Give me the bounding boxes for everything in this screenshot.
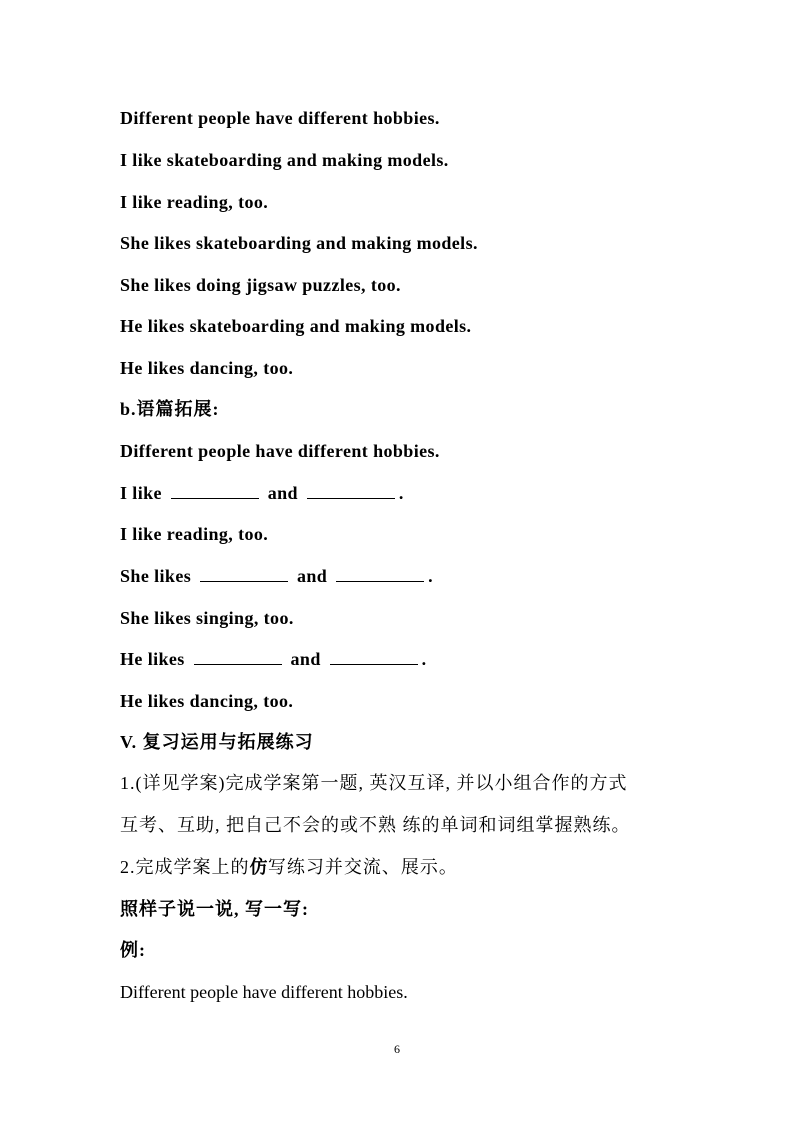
line-end: . (428, 566, 433, 586)
answer-blank[interactable] (336, 565, 424, 582)
item-2-emphasis: 仿 (249, 857, 268, 877)
answer-blank[interactable] (200, 565, 288, 582)
answer-blank[interactable] (307, 482, 395, 499)
text-line: She likes doing jigsaw puzzles, too. (120, 275, 401, 295)
page-number: 6 (394, 1042, 400, 1056)
item-2-prefix: 2.完成学案上的 (120, 857, 250, 877)
line-end: . (421, 649, 427, 669)
instruction-text: 照样子说一说, 写一写: (120, 899, 309, 919)
fill-blank-line (120, 564, 433, 588)
example-text: Different people have different hobbies. (120, 982, 408, 1002)
text-line: She likes singing, too. (120, 608, 294, 628)
line-connector: and (296, 566, 328, 586)
section-v-heading: V. 复习运用与拓展练习 (120, 732, 314, 752)
line-prefix: I like (120, 483, 162, 503)
item-2-suffix: 写练习并交流、展示。 (267, 857, 458, 877)
item-2 (120, 855, 458, 879)
text-line: He likes dancing, too. (120, 358, 294, 378)
line-prefix: He likes (120, 649, 185, 669)
text-line: Different people have different hobbies. (120, 108, 440, 128)
item-1-line-1: 1.(详见学案)完成学案第一题, 英汉互译, 并以小组合作的方式 (120, 773, 628, 793)
answer-blank[interactable] (330, 648, 418, 665)
line-connector: and (290, 649, 321, 669)
fill-blank-line (120, 481, 404, 505)
answer-blank[interactable] (171, 482, 259, 499)
example-label: 例: (120, 940, 146, 960)
text-line: Different people have different hobbies. (120, 441, 440, 461)
text-line: I like skateboarding and making models. (120, 150, 449, 170)
section-b-heading: b.语篇拓展: (120, 399, 220, 419)
line-connector: and (267, 483, 298, 503)
text-line: He likes dancing, too. (120, 691, 294, 711)
text-line: She likes skateboarding and making models. (120, 233, 478, 253)
text-line: I like reading, too. (120, 192, 269, 212)
text-line: He likes skateboarding and making models. (120, 316, 472, 336)
item-1-line-2: 互考、互助, 把自己不会的或不熟 练的单词和词组掌握熟练。 (120, 815, 631, 835)
text-line: I like reading, too. (120, 524, 269, 544)
fill-blank-line (120, 647, 427, 671)
line-prefix: She likes (120, 566, 192, 586)
line-end: . (398, 483, 404, 503)
answer-blank[interactable] (194, 648, 282, 665)
